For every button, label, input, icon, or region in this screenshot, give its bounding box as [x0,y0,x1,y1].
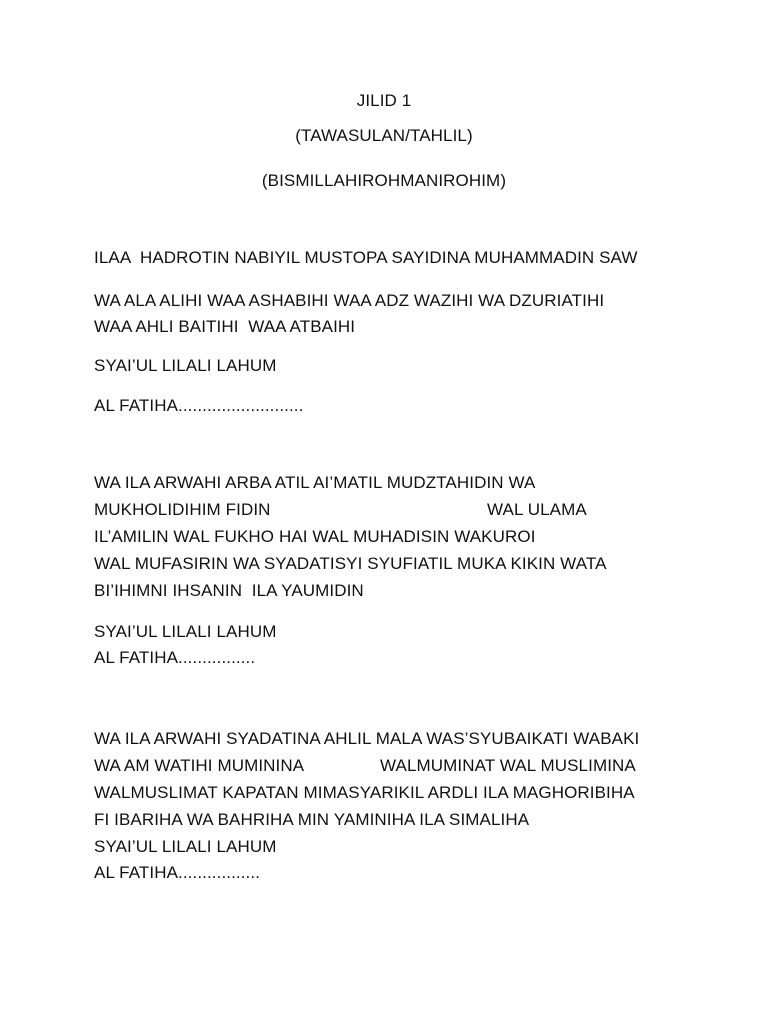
section3-line1: WA ILA ARWAHI SYADATINA AHLIL MALA WAS’SYUBAIKATI WABAKI [94,729,640,748]
section2-line5: BI’IHIMNI IHSANIN ILA YAUMIDIN [94,581,364,600]
section3-line2-left: WA AM WATIHI MUMININA [94,756,305,775]
section1-line5: AL FATIHA.......................... [94,396,304,415]
section2-line2-left: MUKHOLIDIHIM FIDIN [94,500,271,519]
section2-line4: WAL MUFASIRIN WA SYADATISYI SYUFIATIL MUKA KIKIN WATA [94,554,607,573]
basmalah-heading: (BISMILLAHIROHMANIROHIM) [261,171,507,190]
section1-line4: SYAI’UL LILALI LAHUM [94,356,277,375]
section2-line1: WA ILA ARWAHI ARBA ATIL AI’MATIL MUDZTAHIDIN WA [94,473,536,492]
section2-line6: SYAI’UL LILALI LAHUM [94,622,277,641]
section1-line3: WAA AHLI BAITIHI WAA ATBAIHI [94,317,356,336]
section1-line2: WA ALA ALIHI WAA ASHABIHI WAA ADZ WAZIHI WA DZURIATIHI [94,291,605,310]
subtitle-heading: (TAWASULAN/TAHLIL) [295,126,473,145]
section2-line7: AL FATIHA................ [94,648,256,667]
section1-line1: ILAA HADROTIN NABIYIL MUSTOPA SAYIDINA MUHAMMADIN SAW [94,248,638,267]
section2-line3: IL’AMILIN WAL FUKHO HAI WAL MUHADISIN WAKUROI [94,527,536,546]
section3-line4: FI IBARIHA WA BAHRIHA MIN YAMINIHA ILA SIMALIHA [94,810,530,829]
section3-line6: AL FATIHA................. [94,863,261,882]
section3-line5: SYAI’UL LILALI LAHUM [94,837,277,856]
section2-line2-right: WAL ULAMA [487,500,587,519]
section3-line2-right: WALMUMINAT WAL MUSLIMINA [380,756,636,775]
section3-line3: WALMUSLIMAT KAPATAN MIMASYARIKIL ARDLI ILA MAGHORIBIHA [94,783,635,802]
volume-heading: JILID 1 [356,91,412,110]
